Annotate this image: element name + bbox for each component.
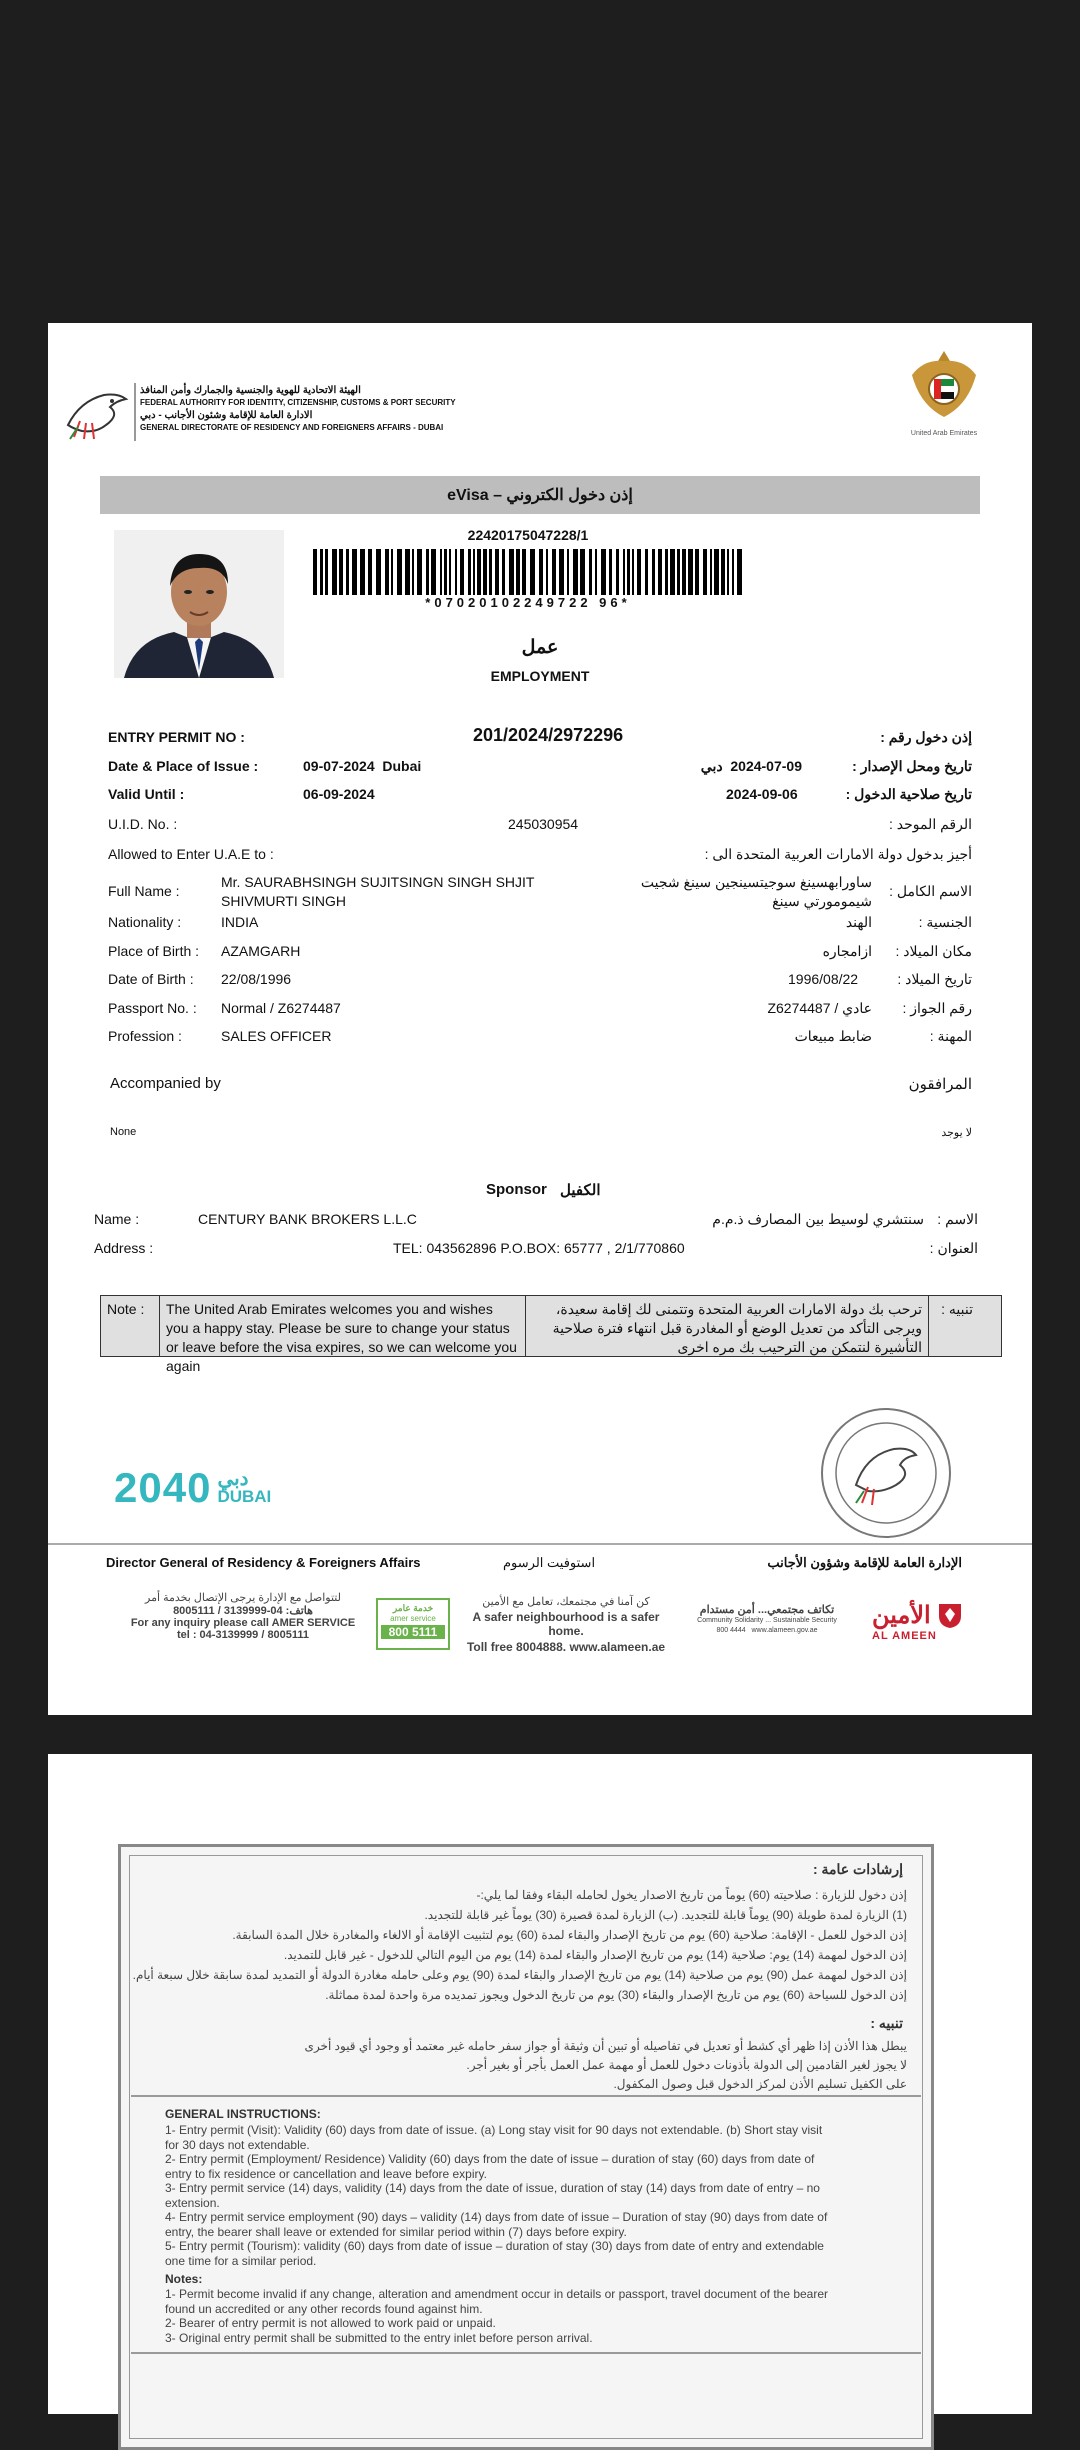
sponsor-name-label-ar: الاسم : — [937, 1211, 978, 1227]
full-name-en: Mr. SAURABHSINGH SUJITSINGN SINGH SHJIT SHIVMURTI SINGH — [221, 874, 535, 909]
sponsor-name-en: CENTURY BANK BROKERS L.L.C — [198, 1211, 417, 1227]
warning-ar-list — [187, 2037, 907, 2094]
instruction-line: entry to fix residence or cancellation and leave before expiry. — [165, 2166, 487, 2181]
permit-type-ar: عمل — [521, 637, 559, 658]
profession-en: SALES OFFICER — [221, 1028, 332, 1044]
contact-ar-2: هاتف: 04-3139999 / 8005111 — [173, 1605, 313, 1617]
valid-label-en: Valid Until : — [108, 786, 185, 802]
al-ameen-logo — [872, 1600, 992, 1646]
accompanied-value-en: None — [110, 1126, 137, 1138]
uae-emblem-icon — [904, 345, 984, 425]
instruction-line: 5- Entry permit (Tourism): validity (60) days from date of issue – duration of stay (30) days from date of entry and extendable — [165, 2239, 824, 2253]
instructions-title-en: GENERAL INSTRUCTIONS: — [165, 2107, 321, 2121]
authority-name-ar: الهيئة الاتحادية للهوية والجنسية والجمارك وأمن المنافذ — [140, 385, 361, 396]
note-text-en: The United Arab Emirates welcomes you and wishes you a happy stay. Please be sure to change your status or leave before the visa expires, so we can welcome you again — [160, 1296, 526, 1356]
dob-label-ar: تاريخ الميلاد : — [897, 971, 972, 987]
nationality-en: INDIA — [221, 914, 259, 930]
pob-ar: ازامجاره — [822, 943, 872, 959]
barcode-icon — [313, 549, 743, 595]
profession-label-en: Profession : — [108, 1028, 182, 1044]
alameen-en: AL AMEEN — [872, 1630, 937, 1642]
instruction-line: 2- Bearer of entry permit is not allowed to work paid or unpaid. — [165, 2316, 496, 2330]
title-bar: eVisa – إذن دخول الكتروني — [100, 476, 980, 514]
passport-en: Normal / Z6274487 — [221, 1000, 341, 1016]
instruction-line: 1- Entry permit (Visit): Validity (60) days from date of issue. (a) Long stay visit for 90 days not extendable. (b) Short stay visit — [165, 2123, 823, 2137]
emblem-caption: United Arab Emirates — [910, 430, 978, 437]
logo-dubai-ar: دبي — [217, 1468, 249, 1490]
instruction-line: entry, the bearer shall leave or extended for similar period within (7) days before expiry. — [165, 2224, 627, 2239]
note-label-ar: تنبيه : — [941, 1301, 973, 1317]
instruction-line: إذن الدخول لمهمة (14) يوم: صلاحية (14) يوم من تاريخ الإصدار والبقاء لمدة (14) يوم من اليوم التالي للدخول - غير قابل للتمديد. — [283, 1948, 907, 1962]
sponsor-address: TEL: 043562896 P.O.BOX: 65777 , 2/1/770860 — [393, 1240, 685, 1256]
entry-permit-label-en: ENTRY PERMIT NO : — [108, 729, 245, 745]
director-ar: الإدارة العامة للإقامة وشؤون الأجانب — [767, 1555, 962, 1570]
issue-label-en: Date & Place of Issue : — [108, 758, 259, 774]
instructions-title-ar: إرشادات عامة : — [812, 1861, 903, 1877]
falcon-icon — [60, 381, 132, 443]
nationality-ar: الهند — [845, 914, 872, 930]
note-table — [100, 1295, 1002, 1374]
instruction-line: إذن الدخول للعمل - الإقامة: صلاحية (60) يوم من تاريخ الإصدار والبقاء لمدة (60) يوم لتثبيت الإقامة أو الالغاء والمغادرة خلال المدة السابقة. — [232, 1928, 907, 1942]
instruction-line: 3- Entry permit service (14) days, validity (14) days from the date of issue, duration of stay (14) days from date of entry – no — [165, 2181, 820, 2195]
issue-value-en: 09-07-2024 Dubai — [303, 758, 422, 774]
sponsor-address-label-ar: العنوان : — [929, 1240, 978, 1256]
sponsor-name-ar: سنتشري لوسيط بين المصارف ذ.م.م — [712, 1211, 924, 1227]
full-name-ar: ساورابهسينغ سوجيتسينجين سينغ شجيت شيمومورتي سينغ — [640, 874, 872, 909]
sponsor-address-label-en: Address : — [94, 1240, 154, 1256]
instruction-line: لا يجوز لغير القادمين إلى الدولة بأذونات دخول للعمل أو مهمة عمل العمل بأجر أو بغير أجر. — [466, 2058, 907, 2072]
nationality-label-en: Nationality : — [108, 914, 182, 930]
instruction-line: 1- Permit become invalid if any change, alteration and amendment occur in details or passport, travel document of the bearer — [165, 2287, 829, 2301]
pob-label-ar: مكان الميلاد : — [895, 943, 972, 959]
instruction-line: for 30 days not extendable. — [165, 2137, 310, 2152]
instructions-en-list — [165, 2123, 905, 2268]
uid-value: 245030954 — [508, 816, 579, 832]
instruction-line: 3- Original entry permit shall be submitted to the entry inlet before person arrival. — [165, 2330, 593, 2345]
alameen-ar: الأمين — [872, 1601, 931, 1629]
sponsor-name-label-en: Name : — [94, 1211, 140, 1227]
amer-service-logo — [376, 1598, 450, 1650]
directorate-name-en: GENERAL DIRECTORATE OF RESIDENCY AND FOREIGNERS AFFAIRS - DUBAI — [140, 423, 444, 432]
instruction-line: found un accredited or any other records found against him. — [165, 2301, 483, 2316]
safer-ar: كن آمنا في مجتمعك، تعامل مع الأمين — [482, 1596, 650, 1608]
permit-type-en: EMPLOYMENT — [490, 668, 590, 684]
director-en: Director General of Residency & Foreigners Affairs — [106, 1555, 421, 1570]
directorate-name-ar: الادارة العامة للإقامة وشئون الأجانب - دبي — [140, 410, 313, 421]
uae-emblem — [904, 345, 984, 435]
dob-ar: 1996/08/22 — [788, 971, 859, 987]
safer-en-1: A safer neighbourhood is a safer home. — [472, 1610, 660, 1638]
notes-title: Notes: — [165, 2272, 203, 2286]
name-label-ar: الاسم الكامل : — [889, 883, 972, 899]
instruction-line: إذن الدخول لمهمة عمل (90) يوم من صلاحية (14) يوم من تاريخ الإصدار والبقاء لمدة (90) يوم وعلى حامله مغادرة الدولة أو التمديد لمدة سابقة خلال سبعة أيام. — [132, 1968, 907, 1982]
allowed-label-ar: أجيز بدخول دولة الامارات العربية المتحدة الى : — [704, 846, 972, 862]
passport-ar: عادي / Z6274487 — [767, 1000, 872, 1016]
fees-ar: استوفيت الرسوم — [503, 1555, 596, 1570]
dubai-2040-logo — [114, 1463, 271, 1513]
note-text-ar: ترحب بك دولة الامارات العربية المتحدة وتتمنى لك إقامة سعيدة، ويرجى التأكد من تعديل الوضع أو المغادرة قبل انتهاء فترة صلاحية التأشيرة لنتمكن من الترحيب بك مره اخرى — [526, 1296, 929, 1356]
entry-permit-label-ar: إذن دخول رقم : — [880, 729, 972, 745]
instruction-line: إذن الدخول للسياحة (60) يوم من تاريخ الإصدار والبقاء (30) يوم من تاريخ الدخول ويجوز تمديده مرة واحدة لمدة مماثلة. — [325, 1988, 907, 2002]
passport-label-en: Passport No. : — [108, 1000, 197, 1016]
file-number: 22420175047228/1 — [467, 527, 589, 543]
instruction-line: 2- Entry permit (Employment/ Residence) Validity (60) days from the date of issue – duration of stay (60) days from date of — [165, 2152, 815, 2166]
valid-label-ar: تاريخ صلاحية الدخول : — [845, 786, 972, 802]
official-stamp — [816, 1405, 956, 1541]
contact-en-2: tel : 04-3139999 / 8005111 — [176, 1629, 310, 1641]
dob-en: 22/08/1996 — [221, 971, 292, 987]
uid-label-ar: الرقم الموحد : — [888, 816, 972, 832]
solidarity-ar: تكاتف مجتمعي... أمن مستدام — [699, 1604, 835, 1616]
authority-name-en: FEDERAL AUTHORITY FOR IDENTITY, CITIZENSHIP, CUSTOMS & PORT SECURITY — [140, 398, 456, 407]
warning-title-ar: تنبيه : — [870, 2015, 903, 2031]
logo-2040: 2040 — [114, 1464, 212, 1511]
passport-label-ar: رقم الجواز : — [902, 1000, 972, 1016]
barcode-text: *07020102249722 96* — [425, 595, 631, 610]
profession-label-ar: المهنة : — [929, 1028, 972, 1044]
amer-number: 800 5111 — [381, 1625, 445, 1639]
instructions-ar-list — [132, 1885, 907, 2005]
dob-label-en: Date of Birth : — [108, 971, 194, 987]
allowed-label-en: Allowed to Enter U.A.E to : — [108, 846, 274, 862]
evisa-page-1 — [48, 323, 1032, 1715]
instruction-line: يبطل هذا الأذن إذا ظهر أي كشط أو تعديل في تفاصيله أو تبين أن وثيقة أو جواز سفر حامله غير معتمد أو وجود أي قيود أخرى — [304, 2039, 907, 2053]
instruction-line: extension. — [165, 2195, 220, 2210]
general-instructions-box — [118, 1844, 934, 2450]
alameen-shield-icon — [935, 1600, 965, 1630]
profession-ar: ضابط مبيعات — [794, 1028, 872, 1044]
evisa-page-2 — [48, 1754, 1032, 2414]
uid-label-en: U.I.D. No. : — [108, 816, 178, 832]
nationality-label-ar: الجنسية : — [918, 914, 972, 930]
accompanied-value-ar: لا يوجد — [941, 1127, 972, 1139]
valid-value-en: 06-09-2024 — [303, 786, 375, 802]
solidarity-contact: 800 4444 www.alameen.gov.ae — [716, 1627, 818, 1634]
stamp-icon — [816, 1405, 956, 1541]
accompanied-label-en: Accompanied by — [110, 1075, 221, 1092]
logo-dubai-en: DUBAI — [217, 1487, 272, 1506]
instruction-line: 4- Entry permit service employment (90) days – validity (14) days from date of issue – Duration of stay (90) days from date of — [165, 2210, 828, 2224]
pob-en: AZAMGARH — [221, 943, 301, 959]
notes-en-list — [165, 2287, 905, 2345]
name-label-en: Full Name : — [108, 883, 180, 899]
entry-permit-number: 201/2024/2972296 — [473, 725, 624, 745]
sponsor-title-ar: الكفيل — [560, 1182, 601, 1199]
pob-label-en: Place of Birth : — [108, 943, 200, 959]
contact-en-1: For any inquiry please call AMER SERVICE — [130, 1617, 356, 1629]
authority-logo — [60, 381, 132, 443]
amer-ar: خدمة عامر — [392, 1603, 434, 1613]
valid-value-ar: 2024-09-06 — [726, 786, 798, 802]
accompanied-label-ar: المرافقون — [908, 1076, 972, 1093]
safer-en-2: Toll free 8004888. www.alameen.ae — [466, 1640, 666, 1654]
sponsor-title-en: Sponsor — [486, 1181, 547, 1198]
issue-value-ar: 2024-07-09 دبي — [700, 758, 802, 774]
instruction-line: one time for a similar period. — [165, 2253, 317, 2268]
solidarity-en: Community Solidarity ... Sustainable Security — [697, 1617, 837, 1624]
instruction-line: إذن دخول للزيارة : صلاحيته (60) يوماً من تاريخ الاصدار يخول لحامله البقاء وفقا لما يلي:- — [476, 1888, 907, 1902]
contact-ar-1: لتتواصل مع الإدارة يرجى الإتصال بخدمة أمر — [145, 1592, 341, 1604]
amer-en: amer service — [390, 1614, 436, 1623]
issue-label-ar: تاريخ ومحل الإصدار : — [852, 758, 972, 774]
instruction-line: (1) الزيارة لمدة طويلة (90) يوماً قابلة للتجديد. (ب) الزيارة لمدة قصيرة (30) يوماً غير قابلة للتجديد. — [424, 1908, 907, 1922]
instruction-line: على الكفيل تسليم الأذن لمركز الدخول قبل وصول المكفول. — [613, 2077, 907, 2091]
note-label-en: Note : — [101, 1296, 160, 1356]
